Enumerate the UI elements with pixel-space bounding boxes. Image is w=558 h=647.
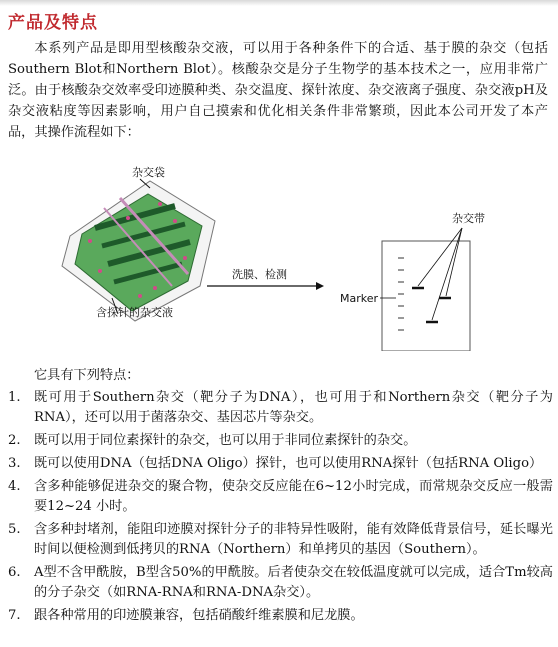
band-label: 杂交带 [452,212,485,225]
feature-number: 2. [8,433,21,448]
page-title: 产品及特点 [8,13,98,33]
features-list [8,388,553,626]
top-rule [0,0,558,6]
intro-text: 本系列产品是即用型核酸杂交液，可以用于各种条件下的合适、基于膜的杂交（包括Southern Blot和Northern Blot）。核酸杂交是分子生物学的基本技术之一，应用非常广泛。由于核酸杂交效率受印迹膜种类、杂交温度、探针浓度、杂交液离子强度、杂交液pH及杂交液粘度等因素影响，用户自己摸索和优化相关条件非常繁琐，因此本公司开发了本产品，其操作流程如下： [8,41,548,140]
feature-text: 含多种能够促进杂交的聚合物，使杂交反应能在6~12小时完成，而常规杂交反应一般需要12~24 小时。 [34,479,553,514]
result-membrane [380,228,470,351]
feature-text: 跟各种常用的印迹膜兼容，包括硝酸纤维素膜和尼龙膜。 [34,608,364,623]
bag-label: 杂交袋 [132,166,165,179]
feature-number: 6. [8,565,21,580]
feature-item [8,606,553,626]
feature-text: 既可用于Southern杂交（靶分子为DNA），也可用于和Northern杂交（靶分子为RNA），还可以用于菌落杂交、基因芯片等杂交。 [34,390,553,425]
feature-item [8,520,553,560]
feature-number: 3. [8,456,21,471]
feature-item [8,431,553,451]
feature-number: 1. [8,390,21,405]
feature-text: 含多种封堵剂，能阻印迹膜对探针分子的非特异性吸附，能有效降低背景信号，延长曝光时间以便检测到低拷贝的RNA（Northern）和单拷贝的基因（Southern）。 [34,522,553,557]
feature-item [8,454,553,474]
feature-number: 7. [8,608,21,623]
feature-item [8,563,553,603]
feature-item [8,477,553,517]
feature-number: 4. [8,479,21,494]
intro-paragraph [8,38,548,143]
feature-text: 既可以使用DNA（包括DNA Oligo）探针，也可以使用RNA探针（包括RNA Oligo） [34,456,543,471]
wash-detect-label: 洗膜、检测 [232,268,287,281]
hybridization-bag-illustration [62,179,215,321]
probe-solution-label: 含探针的杂交液 [96,306,173,319]
features-section [8,366,553,629]
process-arrow [207,282,324,290]
feature-number: 5. [8,522,21,537]
workflow-illustration [0,146,558,351]
feature-item [8,388,553,428]
feature-text: 既可以用于同位素探针的杂交，也可以用于非同位素探针的杂交。 [34,433,417,448]
features-lead: 它具有下列特点： [34,368,140,383]
workflow-figure [0,146,558,351]
feature-text: A型不含甲酰胺，B型含50%的甲酰胺。后者使杂交在较低温度就可以完成，适合Tm较高的分子杂交（如RNA-RNA和RNA-DNA杂交）。 [34,565,553,600]
marker-label: Marker [340,292,379,305]
